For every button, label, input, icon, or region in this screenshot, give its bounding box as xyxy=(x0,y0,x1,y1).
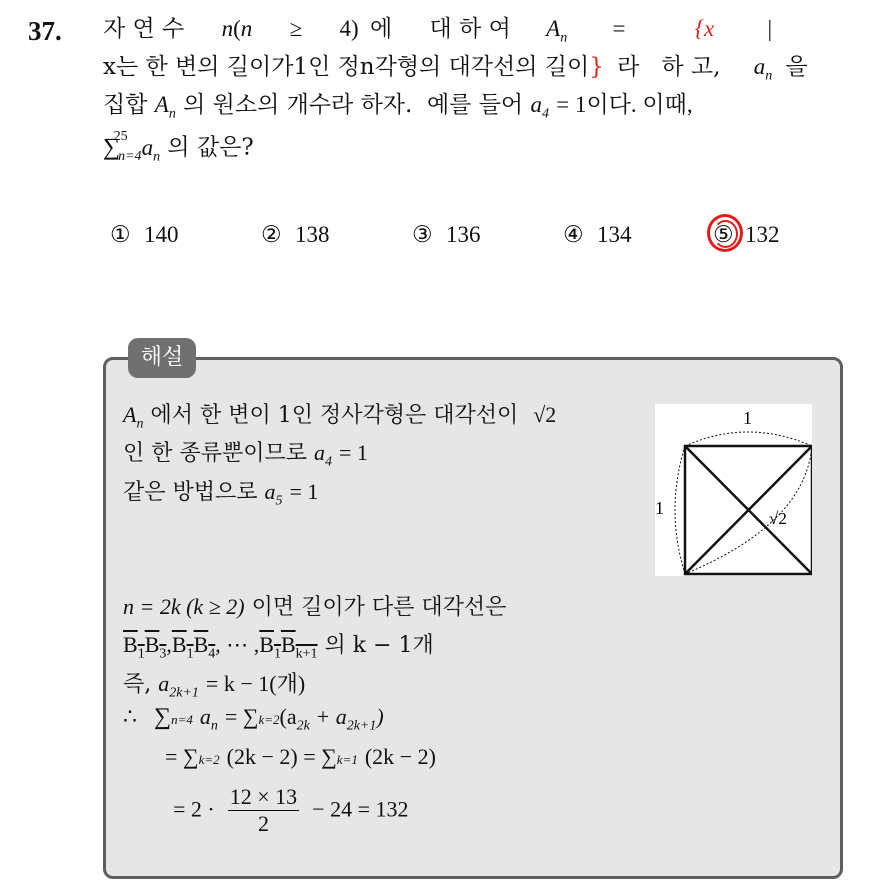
choice-4[interactable]: ④ 134 xyxy=(563,222,632,248)
left-brace xyxy=(675,446,685,574)
solution-line-3: 같은 방법으로 $a_5 = 1$ xyxy=(123,479,319,509)
question-line-3: 집합 $A_n$ 의 원소의 개수라 하자. 예를 들어 $a_4 = 1$이다. 이때, xyxy=(103,92,693,122)
choice-2[interactable]: ② 138 xyxy=(261,222,330,248)
square-figure xyxy=(655,404,812,576)
left-side-label: 1 xyxy=(655,498,664,518)
question-line-4: $\sum_{n=4}^{25}$ $a_n$ 의 값은? xyxy=(103,129,254,165)
question-number: 37. xyxy=(28,16,62,46)
top-brace xyxy=(685,432,812,446)
square-diagram xyxy=(655,404,812,576)
solution-line-7: ∴ ∑n=4 $a_n = \sum k=2(a_{2k} + a_{2k+1})$ xyxy=(123,704,384,734)
solution-line-6: 즉, $a_{2k+1} = k - 1$(개) xyxy=(123,671,306,701)
solution-line-9: = 2 · $\frac{12 \times 13}{2}$ − 24 = 132 xyxy=(173,784,409,836)
question-text: 자 연 수 xyxy=(103,16,185,42)
solution-line-8: = ∑k=2 (2k − 2) = ∑k=1 (2k − 2) xyxy=(165,744,436,769)
choice-5[interactable]: ⑤ 132 xyxy=(713,222,780,248)
fraction: $\frac{12 \times 13}{2}$ xyxy=(229,784,298,836)
solution-line-4: n = 2k (k ≥ 2) 이면 길이가 다른 대각선은 xyxy=(123,594,507,620)
solution-line-1: $A_n$ 에서 한 변이 1인 정사각형은 대각선이 √2 xyxy=(123,402,557,432)
solution-line-5: $B_1B_3,B_1B_4$, ⋯ $,B_1B_{k+1}$ 의 k − 1개 xyxy=(123,632,434,662)
top-side-label: 1 xyxy=(743,408,752,428)
selected-answer-circle-icon xyxy=(707,214,743,252)
choice-3[interactable]: ③ 136 xyxy=(412,222,481,248)
diagonal-label: √2 xyxy=(769,509,787,528)
question-line-1: 자 연 수 n(n ≥ 4) 에 대 하 여 $A_n = \{x$ | xyxy=(103,16,773,46)
solution-tag: 해설 xyxy=(128,338,196,378)
question-line-2: x는 한 변의 길이가1인 정n각형의 대각선의 길이} 라 하 고, $a_n$ 을 xyxy=(103,54,808,84)
choice-1[interactable]: ① 140 xyxy=(110,222,179,248)
solution-line-2: 인 한 종류뿐이므로 $a_4 = 1$ xyxy=(123,440,368,470)
